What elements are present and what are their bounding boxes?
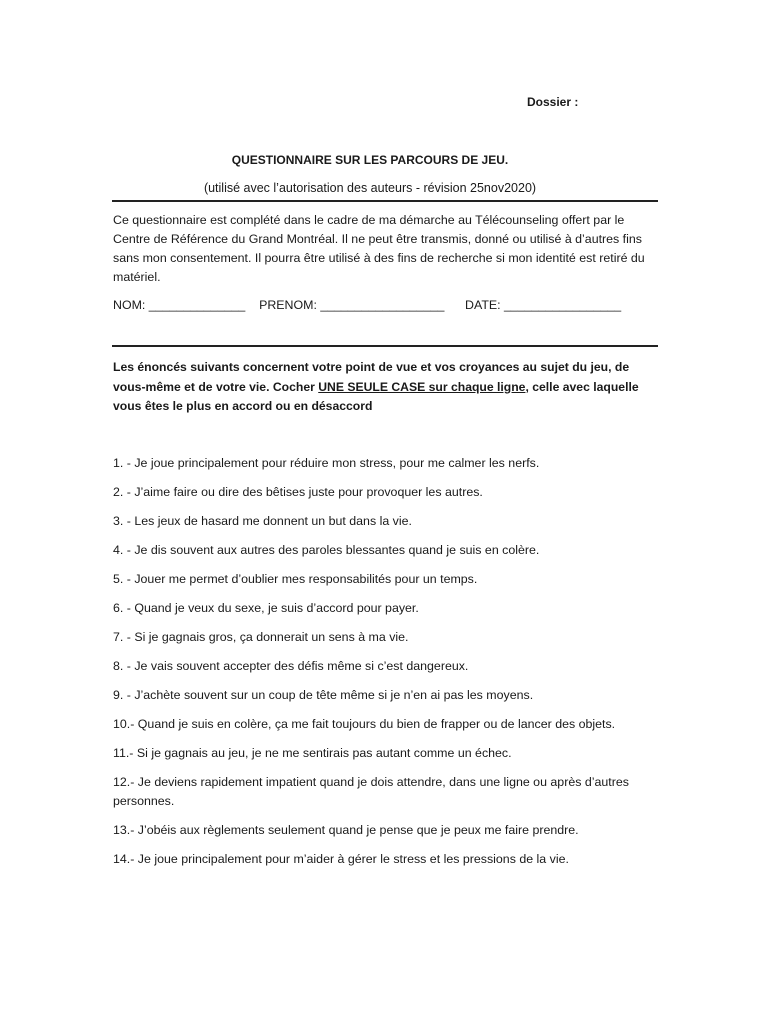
nom-field[interactable]: NOM: ______________ — [113, 298, 246, 312]
section-divider — [112, 345, 658, 347]
instructions-emphasis: UNE SEULE CASE sur chaque ligne — [318, 379, 526, 394]
question-item: 6. - Quand je veux du sexe, je suis d’accord pour payer. — [113, 601, 419, 615]
question-item: 10.- Quand je suis en colère, ça me fait toujours du bien de frapper ou de lancer des objets. — [113, 717, 616, 731]
question-item: 8. - Je vais souvent accepter des défis même si c’est dangereux. — [113, 659, 469, 673]
document-title: QUESTIONNAIRE SUR LES PARCOURS DE JEU. — [231, 153, 509, 167]
question-item: 14.- Je joue principalement pour m’aider à gérer le stress et les pressions de la vie. — [113, 852, 569, 866]
instructions-text-1: Les énoncés suivants concernent votre point de vue et vos croyances au sujet du jeu, de vous-même et de votre vie. Cocher — [113, 360, 630, 394]
question-item: 1. - Je joue principalement pour réduire mon stress, pour me calmer les nerfs. — [113, 456, 540, 470]
date-field[interactable]: DATE: _________________ — [465, 298, 622, 312]
questions-list — [113, 454, 661, 879]
question-item: 5. - Jouer me permet d’oublier mes responsabilités pour un temps. — [113, 572, 478, 586]
question-item: 4. - Je dis souvent aux autres des paroles blessantes quand je suis en colère. — [113, 543, 540, 557]
dossier-label: Dossier : — [527, 95, 579, 109]
question-item: 12.- Je deviens rapidement impatient quand je dois attendre, dans une ligne ou après d’autres personnes. — [113, 775, 629, 808]
question-item: 13.- J’obéis aux règlements seulement quand je pense que je peux me faire prendre. — [113, 823, 579, 837]
top-divider — [112, 200, 658, 202]
question-item: 3. - Les jeux de hasard me donnent un but dans la vie. — [113, 514, 412, 528]
question-item: 11.- Si je gagnais au jeu, je ne me sentirais pas autant comme un échec. — [113, 746, 512, 760]
instructions-text-2: , celle avec laquelle vous êtes le plus en accord ou en désaccord — [113, 379, 639, 413]
identity-fields — [113, 298, 621, 312]
instructions-paragraph — [113, 358, 661, 417]
question-item: 7. - Si je gagnais gros, ça donnerait un sens à ma vie. — [113, 630, 409, 644]
question-item: 2. - J’aime faire ou dire des bêtises juste pour provoquer les autres. — [113, 485, 483, 499]
question-item: 9. - J’achète souvent sur un coup de tête même si je n’en ai pas les moyens. — [113, 688, 534, 702]
intro-paragraph: Ce questionnaire est complété dans le cadre de ma démarche au Télécounseling offert par le Centre de Référence du Grand Montréal. Il ne peut être transmis, donné ou utilisé à d’autres fins sans mon consentement. Il pourra être utilisé à des fins de recherche si mon identité est retiré du matériel. — [113, 213, 645, 284]
document-subtitle: (utilisé avec l’autorisation des auteurs - révision 25nov2020) — [203, 181, 537, 195]
prenom-field[interactable]: PRENOM: __________________ — [259, 298, 445, 312]
